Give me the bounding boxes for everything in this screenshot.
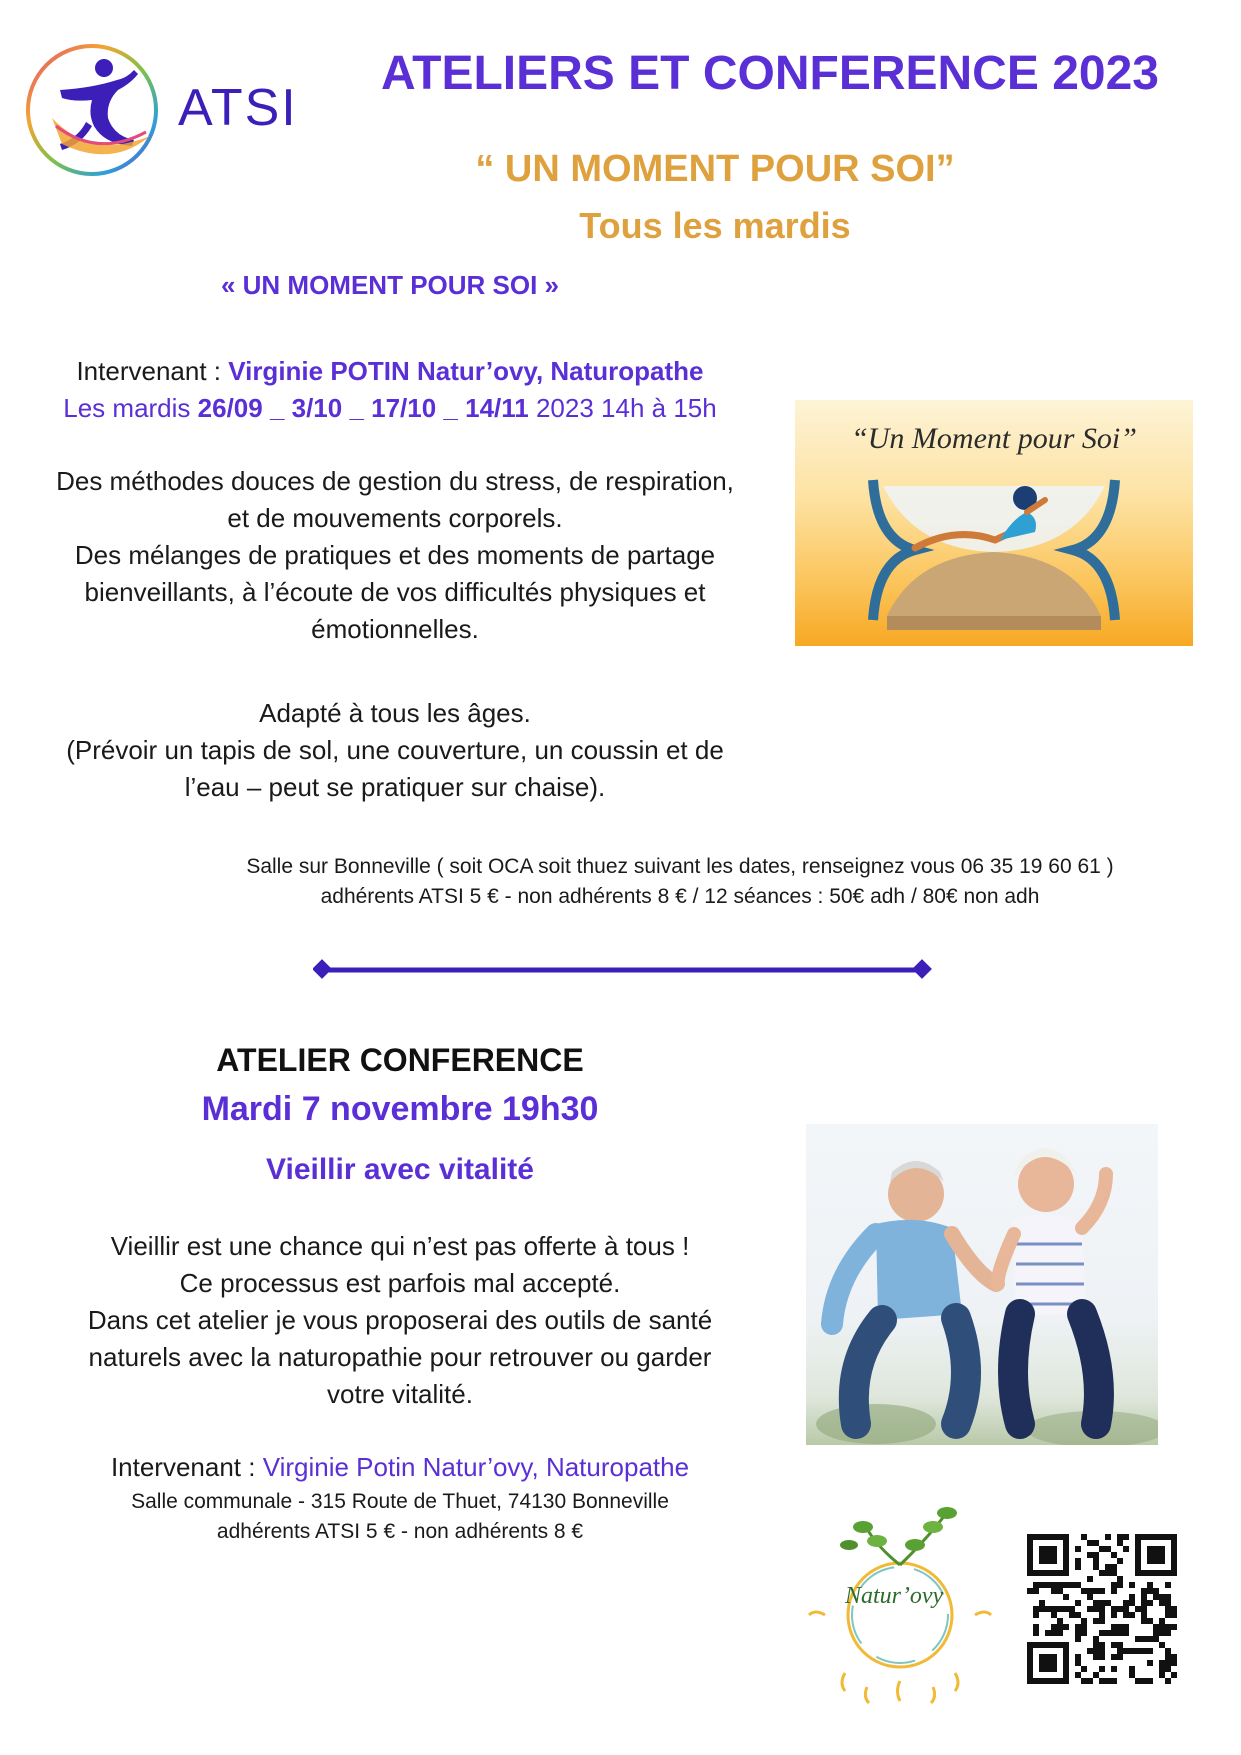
dancing-couple-icon [806,1124,1158,1445]
illustration-caption: “Un Moment pour Soi” [851,422,1137,455]
page-subtitle-schedule: Tous les mardis [579,205,851,246]
description-line: Vieillir est une chance qui n’est pas offerte à tous ! [110,1231,690,1261]
intervenant-label: Intervenant : [110,1452,263,1482]
page-subtitle: “ UN MOMENT POUR SOI” [475,148,955,190]
intervenant-line [20,353,760,390]
notes-line: (Prévoir un tapis de sol, une couverture, un coussin et de [66,735,724,765]
pricing-line: adhérents ATSI 5 € - non adhérents 8 € / 12 séances : 50€ adh / 80€ non adh [320,885,1040,908]
section-heading: « UN MOMENT POUR SOI » [220,270,560,300]
atsi-logo-text: ATSI [178,79,298,137]
intervenant-name: Virginie POTIN Natur’ovy, Naturopathe [228,356,704,386]
intervenant-label: Intervenant : [76,356,229,386]
atelier-date: Mardi 7 novembre 19h30 [201,1090,599,1128]
atelier-topic: Vieillir avec vitalité [266,1153,534,1186]
intervenant-name: Virginie Potin Natur’ovy, Naturopathe [262,1452,690,1482]
section2-location [20,1487,780,1547]
seniors-photo [806,1124,1158,1445]
description-line: votre vitalité. [327,1379,473,1409]
description-line: Ce processus est parfois mal accepté. [179,1268,621,1298]
description-line: Dans cet atelier je vous proposerai des outils de santé [87,1305,713,1335]
section-divider [313,955,933,985]
atelier-title: ATELIER CONFERENCE [216,1042,584,1078]
intervenant-line [20,1449,780,1486]
pricing-line: adhérents ATSI 5 € - non adhérents 8 € [216,1520,584,1543]
notes-line: Adapté à tous les âges. [259,698,531,728]
notes-line: l’eau – peut se pratiquer sur chaise). [184,772,606,802]
description-line: bienveillants, à l’écoute de vos difficultés physiques et [84,577,706,607]
section1-notes [15,695,775,806]
section1-location [180,852,1180,912]
dates-list: 26/09 _ 3/10 _ 17/10 _ 14/11 [197,393,529,423]
hourglass-icon [795,400,1193,646]
page-title: ATELIERS ET CONFERENCE 2023 [381,47,1159,100]
section1-description [15,463,775,648]
description-line: Des méthodes douces de gestion du stress, de respiration, [56,466,734,496]
qr-code[interactable] [1027,1533,1177,1685]
dates-line [20,390,760,427]
dates-suffix: 2023 14h à 15h [528,393,717,423]
description-line: émotionnelles. [311,614,479,644]
description-line: naturels avec la naturopathie pour retrouver ou garder [88,1342,712,1372]
naturovy-logo-text: Natur’ovy [845,1583,944,1609]
description-line: et de mouvements corporels. [227,503,563,533]
location-line: Salle communale - 315 Route de Thuet, 74130 Bonneville [131,1490,669,1513]
location-line: Salle sur Bonneville ( soit OCA soit thuez suivant les dates, renseignez vous 06 35 19 60 61 ) [246,855,1114,878]
dates-prefix: Les mardis [63,393,198,423]
description-line: Des mélanges de pratiques et des moments de partage [74,540,716,570]
section2-description [20,1228,780,1413]
hourglass-illustration [795,400,1193,646]
